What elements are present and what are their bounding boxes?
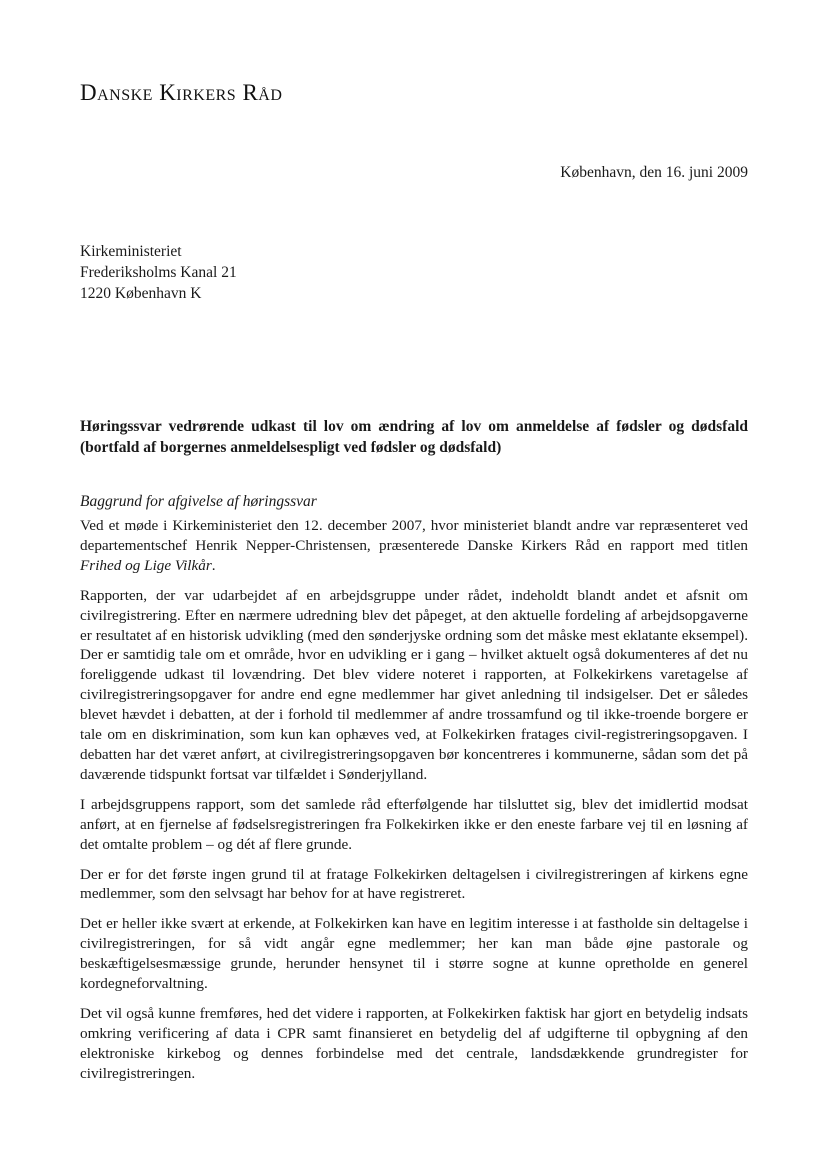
paragraph: Det er heller ikke svært at erkende, at Folkekirken kan have en legitim interesse i at fastholde sin deltagelse i civilregistreringen, for så vidt angår egne medlemmer; her kan man både øjne pastorale og beskæftigelsesmæssige grunde, herunder hensynet til i større sogne at kunne opretholde en generel kordegneforvaltning. — [80, 915, 748, 993]
paragraph — [80, 516, 748, 576]
paragraph: Der er for det første ingen grund til at fratage Folkekirken deltagelsen i civilregistreringen af kirkens egne medlemmer, som den selvsagt har behov for at have registreret. — [80, 865, 748, 903]
recipient-name: Kirkeministeriet — [80, 243, 182, 260]
paragraph: Rapporten, der var udarbejdet af en arbejdsgruppe under rådet, indeholdt blandt andet et afsnit om civilregistrering. Efter en nærmere udredning blev det påpeget, at den aktuelle fordeling af arbejdsopgaverne er resultatet af en historisk udvikling (med den sønderjyske ordning som det måske mest eklatante eksempel). Der er samtidig tale om et område, hvor en udvikling er i gang – hvilket aktuelt også dokumenteres af det nu foreliggende udkast til lovændring. Det blev videre noteret i rapporten, at Folkekirkens varetagelse af civilregistreringsopgaver for andre end egne medlemmer har givet anledning til indsigelser. Det er således blevet hævdet i debatten, at der i forhold til medlemmer af andre trossamfund og til ikke-troende borgere er tale om en diskrimination, som kun kan ophæves ved, at Folkekirken fratages civil-registreringsopgaven. I debatten har det været anført, at civilregistreringsopgaven bør koncentreres i kommunerne, sådan som det på daværende tidspunkt fortsat var tilfældet i Sønderjylland. — [80, 586, 748, 783]
date-line: København, den 16. juni 2009 — [560, 164, 748, 181]
recipient-city: 1220 København K — [80, 285, 202, 302]
paragraph-text: Ved et møde i Kirkeministeriet den 12. december 2007, hvor ministeriet blandt andre var repræsenteret ved departementschef Henrik Nepper-Christensen, præsenterede Danske Kirkers Råd en rapport med titlen — [80, 517, 748, 554]
report-title: Frihed og Lige Vilkår — [80, 556, 212, 574]
section-heading: Baggrund for afgivelse af høringssvar — [80, 493, 317, 510]
paragraph: I arbejdsgruppens rapport, som det samlede råd efterfølgende har tilsluttet sig, blev det imidlertid modsat anført, at en fjernelse af fødselsregistreringen fra Folkekirken ikke er den eneste farbare vej til en løsning af det omtalte problem – og dét af flere grunde. — [80, 795, 748, 853]
paragraph-text: . — [211, 556, 216, 574]
recipient-street: Frederiksholms Kanal 21 — [80, 264, 237, 281]
recipient-address — [80, 241, 237, 304]
subject-line: Høringssvar vedrørende udkast til lov om ændring af lov om anmeldelse af fødsler og dødsfald (bortfald af borgernes anmeldelsespligt ved fødsler og dødsfald) — [80, 418, 748, 456]
body-text — [80, 516, 748, 1094]
letterhead-organization: Danske Kirkers Råd — [80, 80, 283, 105]
paragraph: Det vil også kunne fremføres, hed det videre i rapporten, at Folkekirken faktisk har gjort en betydelig indsats omkring verificering af data i CPR samt finansieret en betydelig del af udgifterne til opbygning af den elektroniske kirkebog og dennes forbindelse med det centrale, landsdækkende grundregister for civilregistreringen. — [80, 1004, 748, 1082]
